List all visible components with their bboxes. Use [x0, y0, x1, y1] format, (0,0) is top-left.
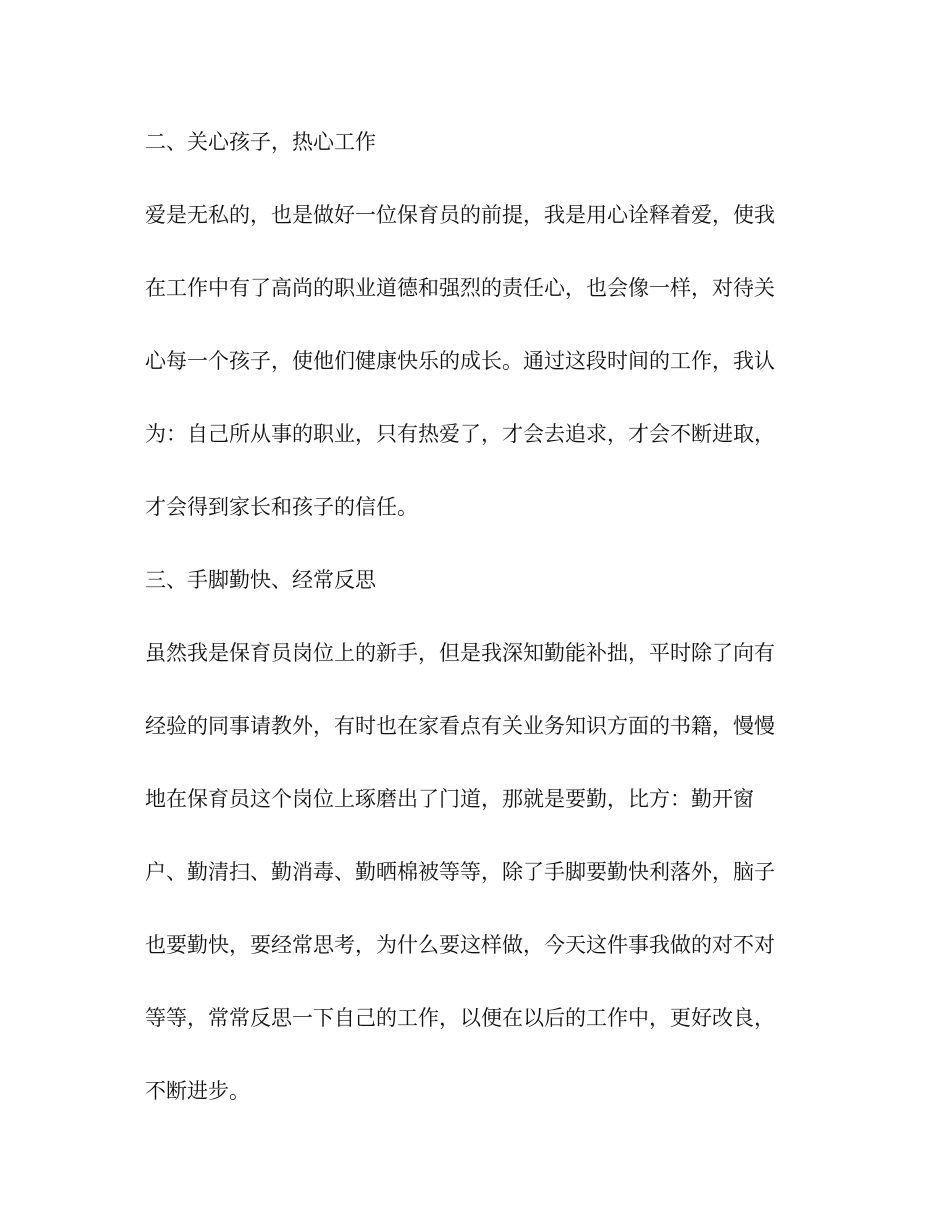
paragraph-line: 心每一个孩子，使他们健康快乐的成长。通过这段时间的工作，我认	[145, 349, 775, 373]
paragraph-line: 也要勤快，要经常思考，为什么要这样做，今天这件事我做的对不对	[145, 933, 775, 957]
paragraph-line: 户、勤清扫、勤消毒、勤晒棉被等等，除了手脚要勤快利落外，脑子	[145, 860, 775, 884]
paragraph-line: 等等，常常反思一下自己的工作，以便在以后的工作中，更好改良，	[145, 1006, 775, 1030]
paragraph-line: 爱是无私的，也是做好一位保育员的前提，我是用心诠释着爱，使我	[145, 203, 775, 227]
paragraph-line: 才会得到家长和孩子的信任。	[145, 495, 418, 519]
paragraph-line: 为：自己所从事的职业，只有热爱了，才会去追求，才会不断进取，	[145, 422, 775, 446]
paragraph-line: 经验的同事请教外，有时也在家看点有关业务知识方面的书籍，慢慢	[145, 714, 775, 738]
paragraph-line: 在工作中有了高尚的职业道德和强烈的责任心，也会像一样，对待关	[145, 276, 775, 300]
paragraph-line: 虽然我是保育员岗位上的新手，但是我深知勤能补拙，平时除了向有	[145, 641, 775, 665]
section-heading-3: 三、手脚勤快、经常反思	[145, 568, 376, 592]
paragraph-line: 地在保育员这个岗位上琢磨出了门道，那就是要勤，比方：勤开窗	[145, 787, 754, 811]
section-heading-2: 二、关心孩子，热心工作	[145, 130, 376, 154]
paragraph-line: 不断进步。	[145, 1079, 250, 1103]
